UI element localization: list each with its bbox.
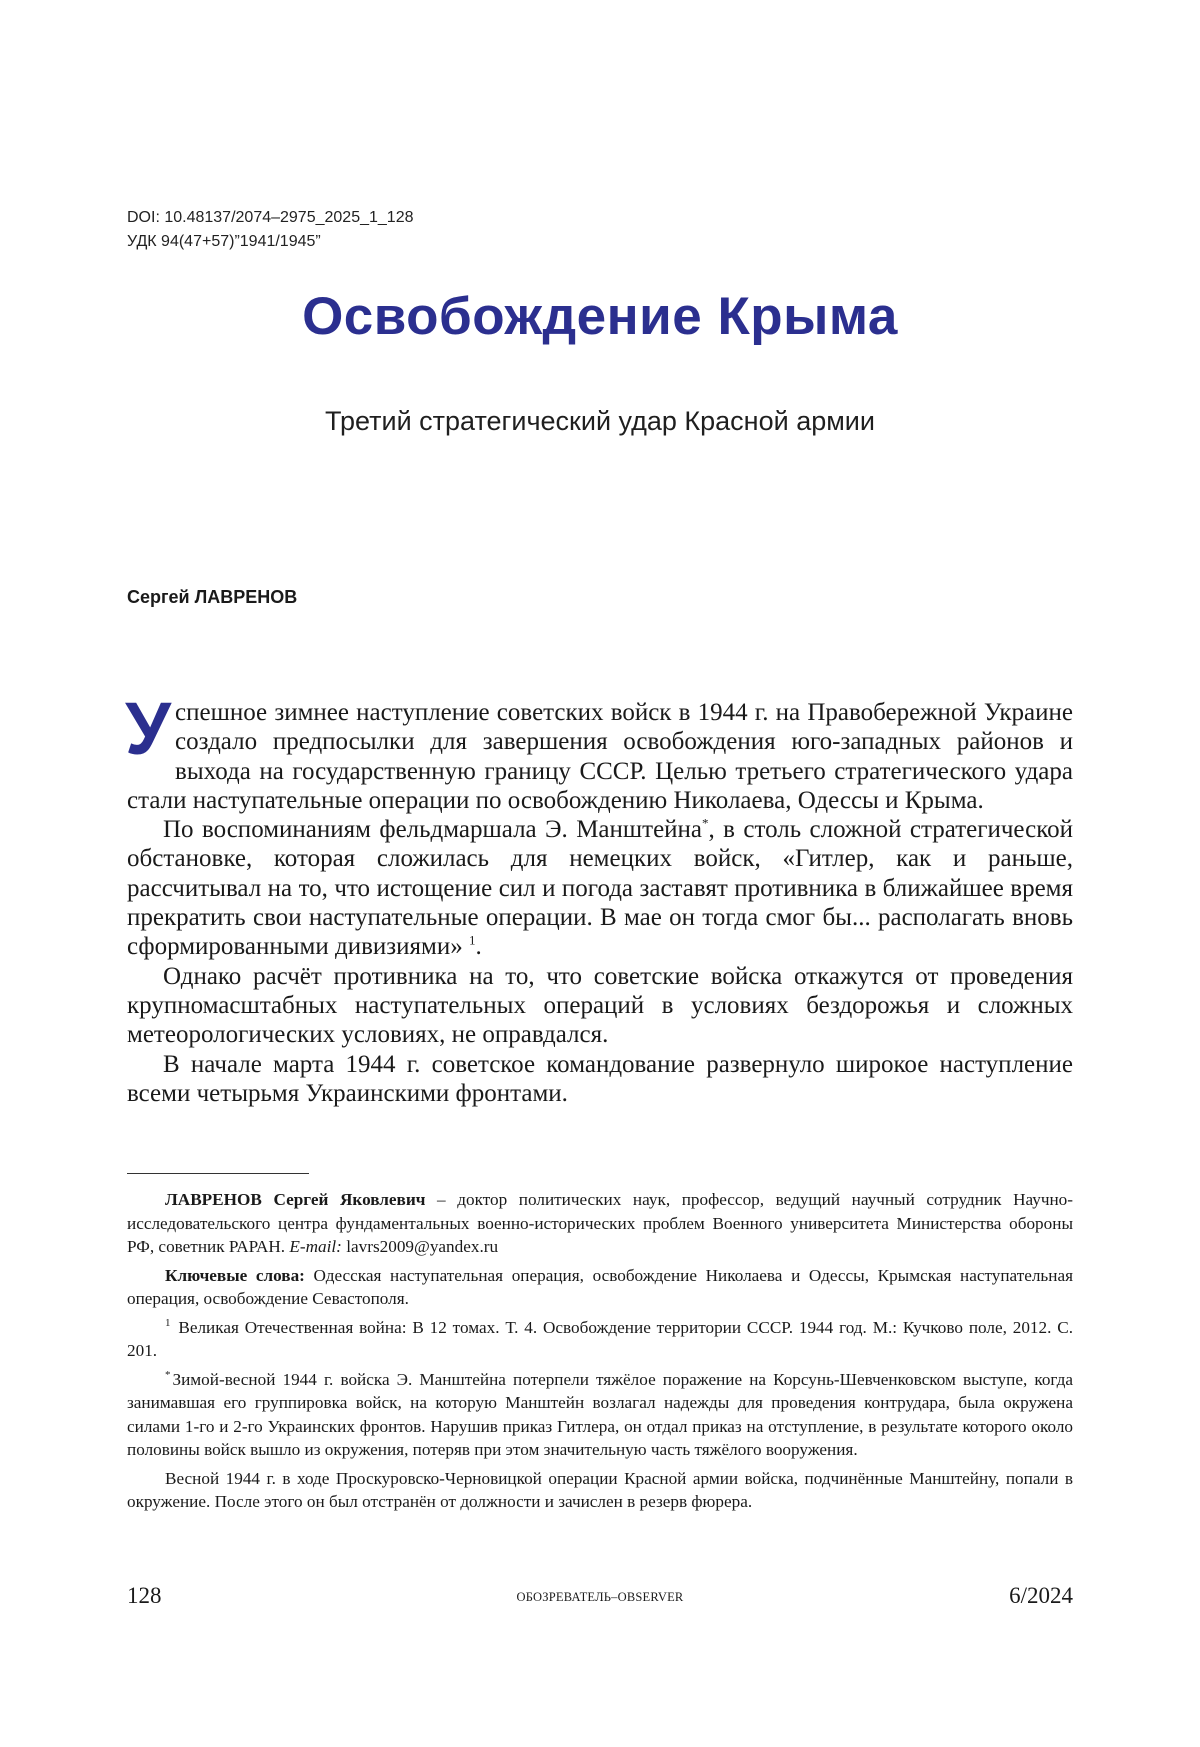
paragraph — [127, 698, 1073, 815]
footnote-ref: 1 — [469, 933, 476, 948]
paragraph: Однако расчёт противника на то, что советские войска откажутся от про­ведения крупномасштабных наступательных операций в условиях бездоро­жья и сложных метеорологических условиях, не оправдался. — [127, 962, 1073, 1050]
page-footer — [127, 1583, 1073, 1613]
article-subtitle: Третий стратегический удар Красной армии — [0, 406, 1200, 437]
paragraph-text: спешное зимнее наступление советских войск в 1944 г. на Правобереж­ной Украине создало предпосылки для завершения освобождения юго-западных районов и выхода на государственную границу СССР. Целью третьего стратегического удара стали наступательные операции по освобо­ждению Николаева, Одессы и Крыма. — [127, 699, 1073, 814]
paragraph: По воспоминаниям фельдмаршала Э. Манштейна*, в столь сложной стра­тегической обстановке, которая сложилась для немецких войск, «Гитлер, как и раньше, рассчитывал на то, что истощение сил и погода заставят против­ника в ближайшее время прекратить свои наступательные операции. В мае он тогда смог бы... располагать вновь сформированными дивизиями» 1. — [127, 815, 1073, 961]
doi: DOI: 10.48137/2074–2975_2025_1_128 — [127, 206, 413, 230]
footnote-1: 1 Великая Отечественная война: В 12 томах. Т. 4. Освобождение территории СССР. 1944 год. М.: Куч­ково поле, 2012. С. 201. — [127, 1316, 1073, 1363]
footnote-star: * Зимой-весной 1944 г. войска Э. Манштейна потерпели тяжёлое поражение на Корсунь-Шевченков­ском выступе, когда занимавшая его группировка войск, на которую Манштейн возлагал надежды для проведения контрудара, была окружена силами 1-го и 2-го Украинских фронтов. Нарушив приказ Гит­лера, он отдал приказ на отступление, в результате которого около половины войск вышло из окружения, потеряв при этом значительную часть тяжёлого вооружения. — [127, 1368, 1073, 1462]
page-number: 128 — [127, 1583, 162, 1609]
author-info: ЛАВРЕНОВ Сергей Яковлевич – доктор политических наук, профессор, ведущий научный со­трудник Научно-исследовательского центра фундаментальных военно-исторических проблем Военного университета Министерства обороны РФ, советник РАРАН. E-mail: lavrs2009@yandex.ru — [127, 1188, 1073, 1259]
keywords: Ключевые слова: Одесская наступательная операция, освобождение Николаева и Одессы, Крым­ская наступательная операция, освобождение Севастополя. — [127, 1264, 1073, 1311]
journal-name: ОБОЗРЕВАТЕЛЬ–OBSERVER — [127, 1590, 1073, 1605]
email-link[interactable]: lavrs2009@yandex.ru — [342, 1237, 498, 1256]
footnote-star-continued: Весной 1944 г. в ходе Проскуровско-Черновицкой операции Красной армии войска, подчинённые Ман­штейну, попали в окружение. После этого он был отстранён от должности и зачислен в резерв фюрера. — [127, 1467, 1073, 1514]
article-meta — [127, 206, 413, 254]
footnote-star-ref: * — [702, 816, 709, 831]
drop-cap: У — [125, 700, 171, 758]
footnotes — [127, 1188, 1073, 1519]
issue-number: 6/2024 — [1009, 1583, 1073, 1609]
paragraph: В начале марта 1944 г. советское командование развернуло широкое наступление всеми четырьмя Украинскими фронтами. — [127, 1050, 1073, 1109]
email-label: E-mail: — [289, 1237, 342, 1256]
page — [0, 0, 1200, 1747]
article-body — [127, 698, 1073, 1108]
footnote-divider — [127, 1173, 309, 1174]
author-name: Сергей ЛАВРЕНОВ — [127, 587, 297, 608]
article-title: Освобождение Крыма — [0, 286, 1200, 347]
udc: УДК 94(47+57)”1941/1945” — [127, 230, 413, 254]
